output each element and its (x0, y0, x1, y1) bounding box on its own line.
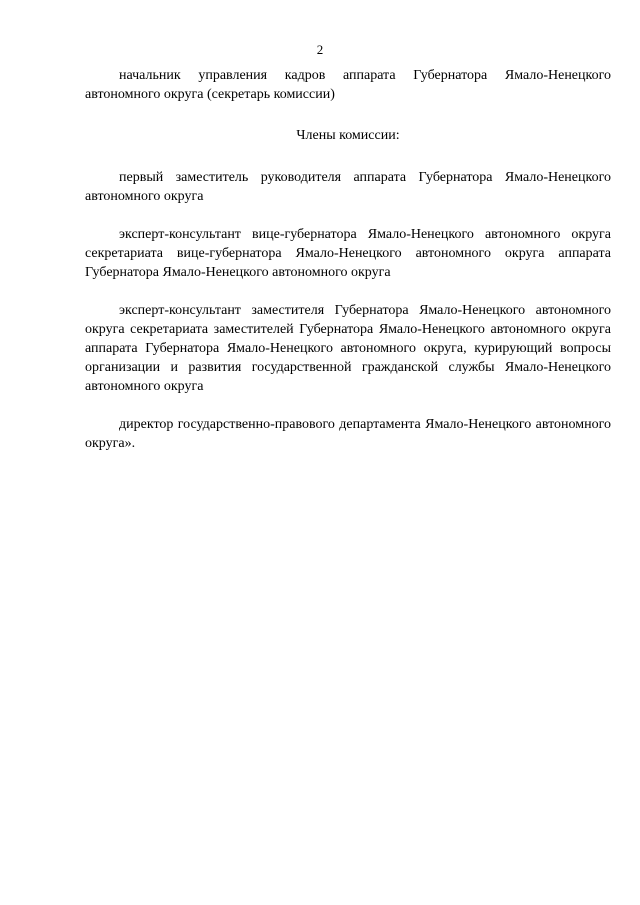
page-number: 2 (316, 42, 324, 57)
members-heading: Члены комиссии: (296, 128, 400, 143)
document-body (85, 66, 611, 453)
paragraph-member-3: эксперт-консультант заместителя Губернатора Ямало-Ненецкого автономного округа секретариата заместителей Губернатора Ямало-Ненецкого автономного округа аппарата Губернатора Ямало-Ненецкого автономного округа, курирующий вопросы организации и развития государственной гражданской службы Ямало-Ненецкого автономного округа (85, 303, 611, 394)
paragraph-secretary: начальник управления кадров аппарата Губернатора Ямало-Ненецкого автономного округа (секретарь комиссии) (85, 68, 611, 102)
paragraph-member-4: директор государственно-правового департамента Ямало-Ненецкого автономного округа». (85, 417, 611, 451)
paragraph-member-2: эксперт-консультант вице-губернатора Ямало-Ненецкого автономного округа секретариата вице-губернатора Ямало-Ненецкого автономного округа аппарата Губернатора Ямало-Ненецкого автономного округа (85, 227, 611, 280)
paragraph-member-1: первый заместитель руководителя аппарата Губернатора Ямало-Ненецкого автономного округа (85, 170, 611, 204)
